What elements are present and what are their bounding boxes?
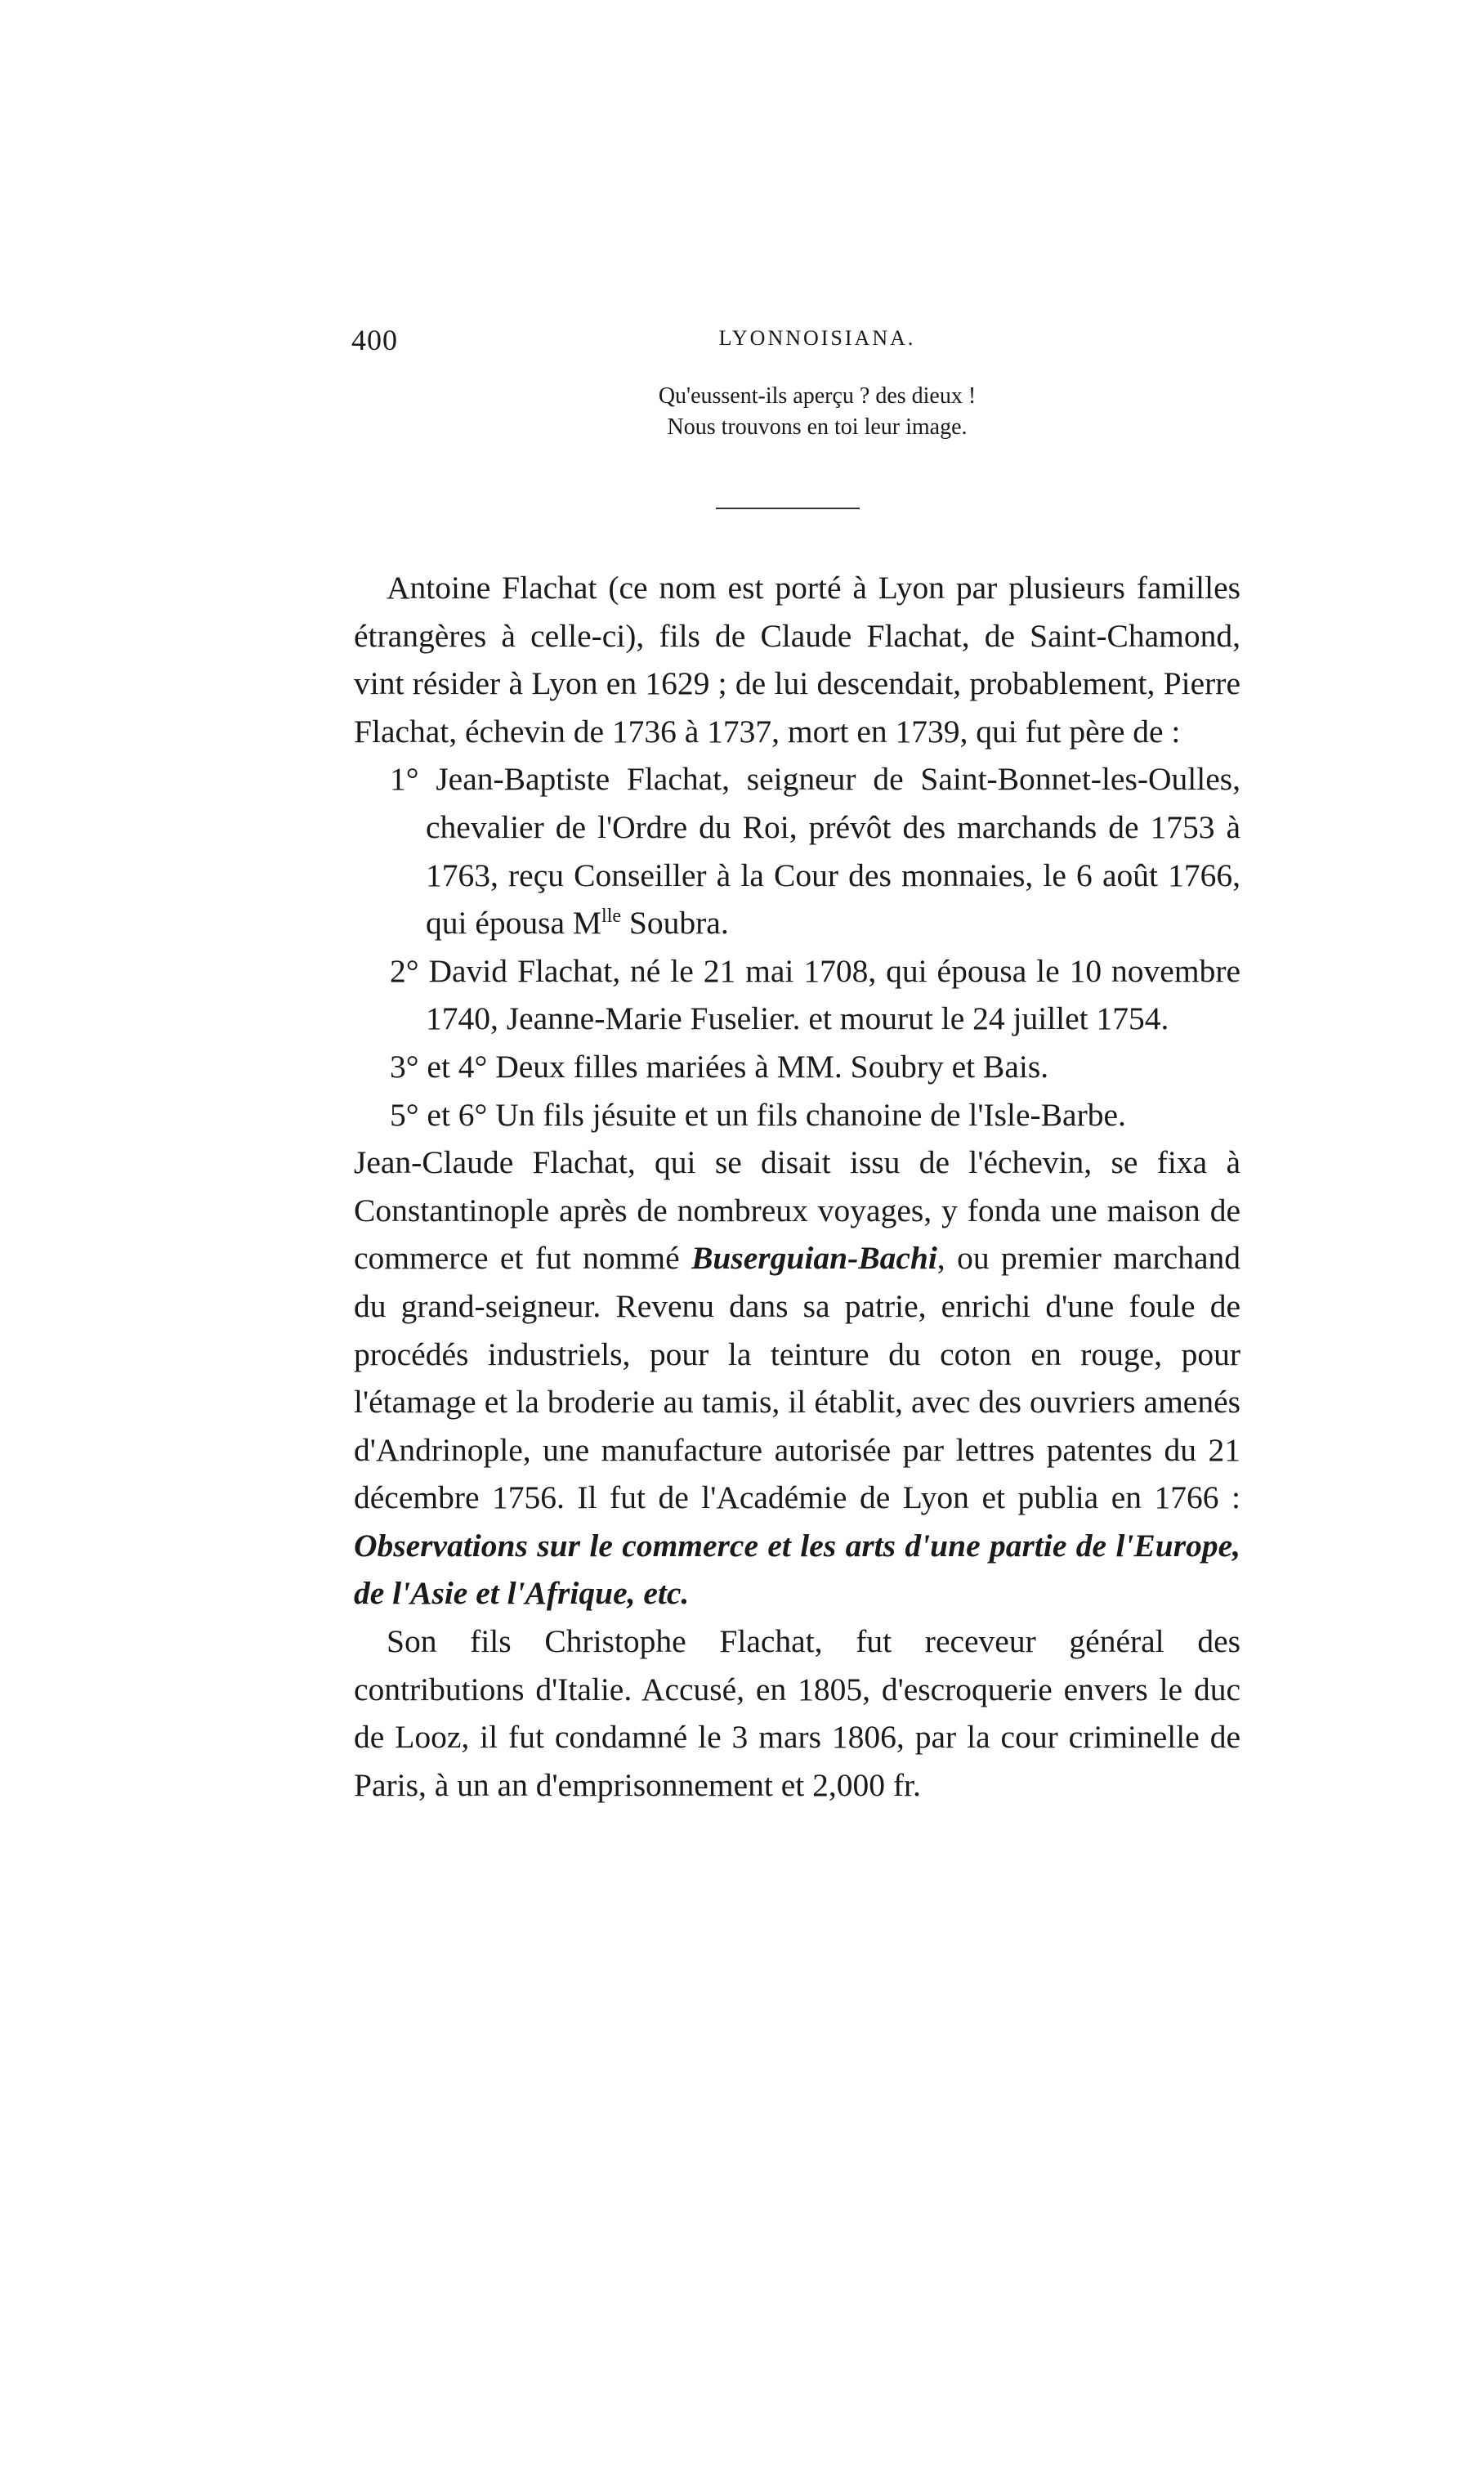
item-number: 1° <box>390 761 419 798</box>
superscript: lle <box>601 906 622 928</box>
verse-line-2: Nous trouvons en toi leur image. <box>667 414 968 440</box>
list-item-jean-baptiste <box>354 755 1240 946</box>
running-title: LYONNOISIANA. <box>718 326 916 350</box>
section-divider <box>716 508 860 509</box>
list-item-david <box>354 947 1240 1043</box>
item-text: Jean-Baptiste Flachat, seigneur de Saint-Bonnet-les-Oulles, chevalier de l'Ordre du Roi, prévôt des marchands de 1753 à 1763, reçu Conseiller à la Cour des monnaies, le 6 août 1766, qui épousa M <box>426 761 1240 942</box>
item-text: David Flachat, né le 21 mai 1708, qui épousa le 10 novembre 1740, Jeanne-Marie Fuselier. et mourut le 24 juillet 1754. <box>426 952 1240 1037</box>
list-item-sons: 5° et 6° Un fils jésuite et un fils chanoine de l'Isle-Barbe. <box>390 1096 1126 1133</box>
paragraph-text: Jean-Claude Flachat, qui se disait issu de l'échevin, se fixa à Constantinople après de nombreux voyages, y fonda une maison de commerce et fut nommé <box>354 1144 1240 1277</box>
main-text <box>354 564 1240 1809</box>
paragraph-flachat-origin: Antoine Flachat (ce nom est porté à Lyon par plusieurs familles étrangères à celle-ci), fils de Claude Flachat, de Saint-Chamond, vint résider à Lyon en 1629 ; de lui descendait, probablement, Pierre Flachat, échevin de 1736 à 1737, mort en 1739, qui fut père de : <box>354 570 1240 750</box>
item-number: 2° <box>390 952 419 989</box>
paragraph-christophe: Son fils Christophe Flachat, fut receveur général des contributions d'Italie. Accusé, en 1805, d'escroquerie envers le duc de Looz, il fut condamné le 3 mars 1806, par la cour criminelle de Paris, à un an d'emprisonnement et 2,000 fr. <box>354 1623 1240 1803</box>
running-head <box>351 323 1283 364</box>
item-text-end: Soubra. <box>621 905 729 942</box>
verse-line-1: Qu'eussent-ils aperçu ? des dieux ! <box>658 383 977 409</box>
verse-epigraph <box>351 381 1283 443</box>
paragraph-jean-claude <box>354 1139 1240 1618</box>
paragraph-text-middle: , ou premier marchand du grand-seigneur. Revenu dans sa patrie, enrichi d'une foule de procédés industriels, pour la teinture du coton en rouge, pour l'étamage et la broderie au tamis, il établit, avec des ouvriers amenés d'Andrinople, une manufacture autorisée par lettres patentes du 21 décembre 1756. Il fut de l'Académie de Lyon et publia en 1766 : <box>354 1240 1240 1516</box>
italic-title: Buserguian-Bachi <box>691 1240 937 1277</box>
page-number: 400 <box>351 324 398 356</box>
italic-book-title: Observations sur le commerce et les arts d'une partie de l'Europe, de l'Asie et l'Afrique, etc. <box>354 1527 1240 1612</box>
list-item-daughters: 3° et 4° Deux filles mariées à MM. Soubry et Bais. <box>390 1048 1049 1085</box>
